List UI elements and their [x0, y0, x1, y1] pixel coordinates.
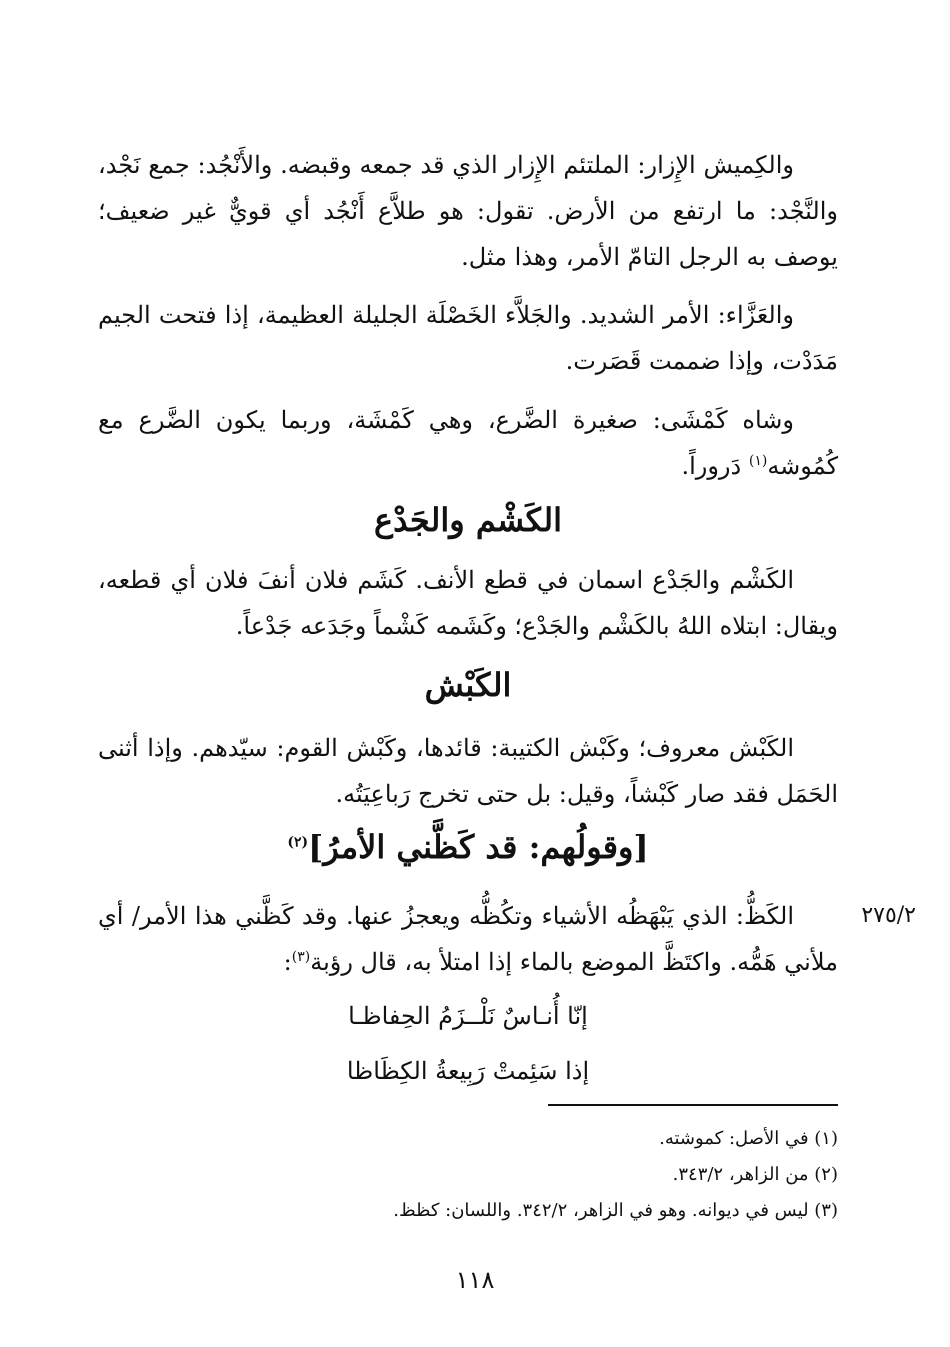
heading-kashm: الكَشْم والجَدْع: [374, 501, 562, 539]
heading-kabsh: الكَبْش: [424, 666, 512, 704]
footnote-2: (٢) من الزاهر، ٣٤٣/٢.: [672, 1164, 838, 1185]
paragraph-kabsh: [98, 725, 838, 817]
paragraph-kamsha: [98, 397, 838, 489]
paragraph-kamish: [98, 142, 838, 280]
verse-line-2: إذا سَئِمتْ رَبِيعةُ الكِظَاظا: [346, 1057, 590, 1085]
paragraph-kazz-end: :: [283, 948, 292, 976]
page-number: ١١٨: [455, 1266, 495, 1294]
paragraph-kazz: [98, 893, 838, 985]
paragraph-azza-text: والعَزَّاء: الأمر الشديد. والجَلاَّء الخَصْلَة الجليلة العظيمة، إذا فتحت الجيم مَدَدْت، وإذا ضممت قَصَرت.: [98, 301, 838, 375]
footnote-1: (١) في الأصل: كموشته.: [659, 1128, 838, 1149]
heading-kazzani: [98, 822, 838, 872]
paragraph-kamish-text: والكِميش الإِزار: الملتئم الإِزار الذي قد جمعه وقبضه. والأَنْجُد: جمع نَجْد، والنَّجْد: ما ارتفع من الأرض. تقول: هو طلاَّع أَنْجُد أي قويٌّ غير ضعيف؛ يوصف به الرجل التامّ الأمر، وهذا مثل.: [98, 151, 838, 271]
footnote-ref-1: (١): [748, 453, 768, 469]
paragraph-kashm: [98, 557, 838, 649]
heading-kazzani-text: [وقولُهم: قد كَظَّني الأمرُ]: [308, 828, 649, 866]
verse-line-1: إنّا أُنـاسٌ نَلْــزَمُ الحِفاظـا: [348, 1002, 588, 1030]
paragraph-kamsha-text: وشاه كَمْشَى: صغيرة الضَّرع، وهي كَمْشَة، وربما يكون الضَّرع مع كُمُوشه: [98, 406, 838, 480]
footnote-divider: [548, 1104, 838, 1106]
paragraph-azza: [98, 292, 838, 384]
paragraph-kazz-text: الكَظُّ: الذي يَبْهَظُه الأشياء وتكُظُّه ويعجزُ عنها. وقد كَظَّني هذا الأمر/ أي ملأني هَمُّه. واكتَظَّ الموضع بالماء إذا امتلأ به، قال رؤبة: [98, 902, 838, 976]
footnote-3: (٣) ليس في ديوانه. وهو في الزاهر، ٣٤٢/٢. واللسان: كظظ.: [393, 1200, 838, 1221]
footnote-ref-2: (٢): [287, 834, 309, 851]
paragraph-kashm-text: الكَشْم والجَدْع اسمان في قطع الأنف. كَشَم فلان أنفَ فلان أي قطعه، ويقال: ابتلاه اللهُ بالكَشْم والجَدْع؛ وكَشَمه كَشْماً وجَدَعه جَدْعاً.: [98, 566, 838, 640]
margin-reference: ٢٧٥/٢: [861, 903, 916, 928]
footnote-ref-3: (٣): [291, 949, 311, 965]
paragraph-kamsha-end: دَروراً.: [681, 452, 749, 480]
paragraph-kabsh-text: الكَبْش معروف؛ وكَبْش الكتيبة: قائدها، وكَبْش القوم: سيّدهم. وإذا أثنى الحَمَل فقد صار كَبْشاً، وقيل: بل حتى تخرج رَباعِيَتُه.: [98, 734, 838, 808]
